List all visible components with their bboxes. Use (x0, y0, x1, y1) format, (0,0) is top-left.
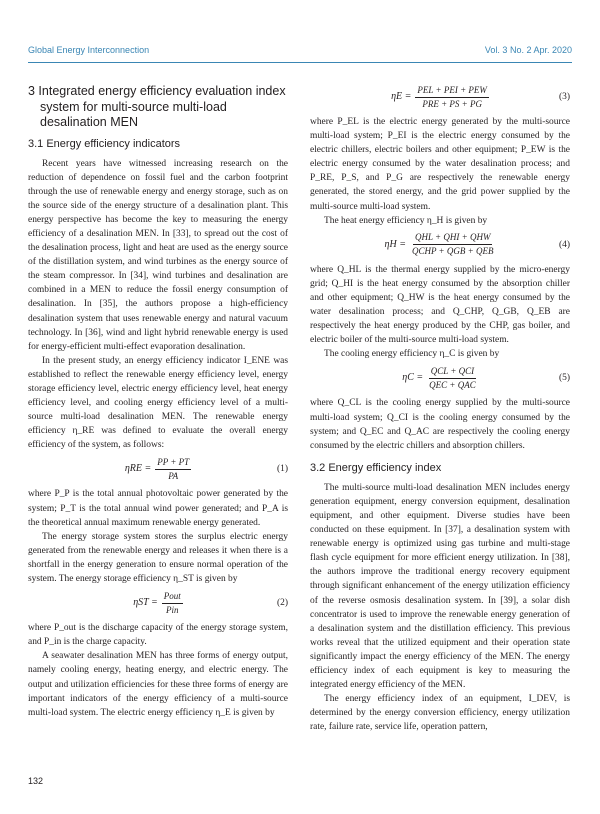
equation-2: ηST = $\frac{\text{Pout}}{\text{Pin}}$ (2) (133, 590, 288, 615)
journal-name: Global Energy Interconnection (28, 45, 150, 55)
issue-info: Vol. 3 No. 2 Apr. 2020 (484, 45, 572, 55)
paragraph: where P_out is the discharge capacity of the energy storage system, and P_in is the charge capacity. (28, 623, 288, 648)
equation-number: (5) (558, 373, 570, 384)
page-number: 132 (28, 776, 44, 786)
right-column (310, 82, 570, 734)
paragraph: The energy efficiency index of an equipment, I_DEV, is determined by the energy conversion efficiency, energy utilization rate, failure rate, service life, operation pattern, (310, 694, 570, 733)
equation-1: ηRE = $\frac{PP + PT}{PA}$ (1) (124, 456, 288, 481)
equation-4: ηH = $\frac{\text{QHL + QHI + QHW}}{\text{QCHP + QGB + QEB}}$ (4) (384, 232, 570, 257)
subsection-title-3-2: 3.2 Energy efficiency index (310, 461, 442, 474)
paragraph: where Q_HL is the thermal energy supplied by the micro-energy grid; Q_HI is the heat energy consumed by the absorption chiller and other equipment; Q_HW is the heat energy consumed by the water desalination process; and Q_CHP, Q_GB, Q_EB are respectively the heat energy produced by the CHP, gas boiler, and electric boiler of the multi-source multi-load system. (310, 264, 570, 346)
paragraph: The energy storage system stores the surplus electric energy generated from the renewable energy and releases it when there is a shortfall in the energy generation to ensure normal operation of the system. The energy storage efficiency η_ST is given by (28, 531, 288, 585)
equation-5: ηC = $\frac{\text{QCL + QCI}}{\text{QEC + QAC}}$ (5) (402, 365, 570, 390)
paragraph: The cooling energy efficiency η_C is given by (324, 349, 500, 360)
equation-3: ηE = $\frac{\text{PEL + PEI + PEW}}{\text{PRE + PS + PG}}$ (3) (391, 84, 570, 109)
paragraph: where P_P is the total annual photovoltaic power generated by the system; P_T is the total annual wind power generated; and P_A is the theoretical annual maximum renewable energy generated. (28, 489, 288, 528)
left-column (28, 80, 288, 720)
paragraph: The multi-source multi-load desalination MEN includes energy generation equipment, energy conversion equipment, desalination equipment, and other equipment. Diverse studies have been conducted on these equipment. In [37], a desalination system with renewable energy is optimized using gas turbine and multi-stage flash cycle equipment for more efficient energy utilization. In [38], the authors improve the traditional energy recovery equipment through significant enhancement of the energy utilization efficiency of the reverse osmosis desalination system. In [39], a solar dish concentrator is used to improve the renewable energy generation of a desalination system and the distillation efficiency. This previous works reveal that the utilized equipment and their operation state significantly impact the energy efficiency of the MEN. The energy efficiency index of each equipment is key to measuring the integrated energy efficiency of the MEN. (310, 482, 570, 691)
equation-number: (3) (558, 91, 570, 102)
header-rule (28, 62, 572, 63)
subsection-title-3-1: 3.1 Energy efficiency indicators (28, 137, 181, 150)
paragraph: In the present study, an energy efficiency indicator I_ENE was established to reflect the renewable energy efficiency level, energy storage efficiency level, electric energy efficiency level, heat energy efficiency level, and cooling energy efficiency level of a multi-source multi-load desalination MEN. The renewable energy efficiency η_RE was defined to evaluate the overall energy efficiency of the system, as follows: (28, 355, 288, 451)
paragraph: The heat energy efficiency η_H is given by (324, 215, 488, 226)
paragraph: where P_EL is the electric energy generated by the multi-source multi-load system; P_EI is the electric energy consumed by the electric chillers, electric boilers and other equipment; P_EW is the electric energy consumed by the water desalination process; and P_RE, P_S, and P_G are respectively the renewable energy generated, the stored energy, and the grid power supplied by the multi-source multi-load system. (310, 117, 570, 212)
paragraph: Recent years have witnessed increasing research on the reduction of dependence on fossil fuel and the carbon footprint through the use of renewable energy and energy storage, such as on the source side of the energy structure of a desalination plant. This energy perspective has become the key to measuring the energy efficiency of a desalination MEN. In [33], to spread out the cost of the desalination process, light and heat are used as the energy source of the distillation system, and wind turbines as the energy source of the steam compressor. In [34], wind turbines and desalination are combined in a MEN to reduce the fossil energy consumption of desalination. In [35], the authors propose a high-efficiency desalination system that uses renewable energy and natural vacuum technology. In [36], wind and light hybrid renewable energy is used for energy-efficient multi-effect evaporation desalination. (28, 158, 288, 352)
paragraph: where Q_CL is the cooling energy supplied by the multi-source multi-load system; Q_CI is the cooling energy consumed by the system; and Q_EC and Q_AC are respectively the cooling energy consumed by the electric chillers and absorption chillers. (310, 398, 570, 451)
equation-number: (1) (276, 464, 288, 475)
equation-number: (4) (558, 239, 570, 250)
equation-number: (2) (276, 598, 288, 609)
paragraph: A seawater desalination MEN has three forms of energy output, namely cooling energy, heating energy, and electric energy. The output and utilization efficiencies for these three forms of energy are important indicators of the energy efficiency of a multi-source multi-load system. The electric energy efficiency η_E is given by (28, 651, 288, 718)
section-title: 3 Integrated energy efficiency evaluation index system for multi-source multi-load desalination MEN (28, 84, 286, 129)
